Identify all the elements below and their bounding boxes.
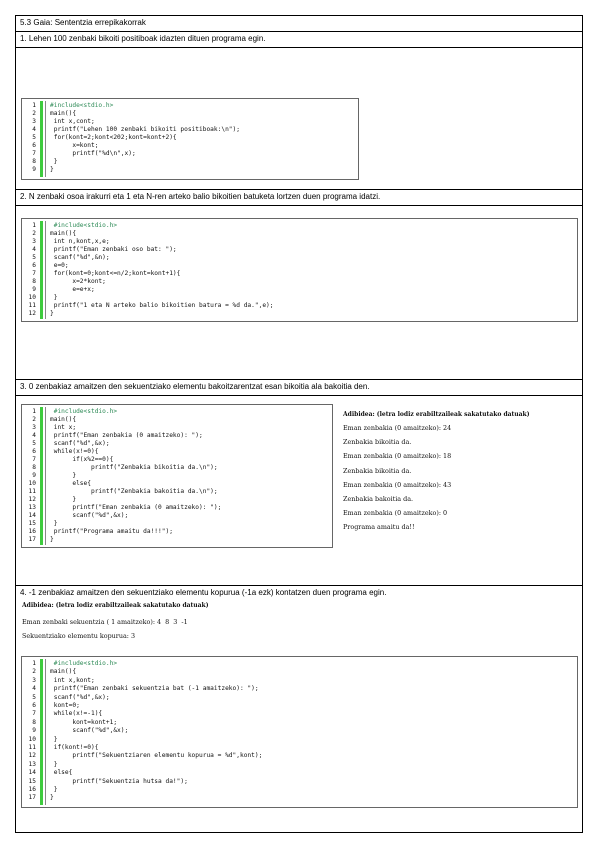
- code-text: main(){: [50, 110, 77, 117]
- line-number: 15: [28, 520, 36, 527]
- code-line: [22, 416, 332, 424]
- code-line: [22, 222, 577, 230]
- section-1-code: [21, 98, 359, 180]
- line-number: 3: [32, 238, 36, 245]
- code-line: [22, 480, 332, 488]
- line-number: 4: [32, 246, 36, 253]
- code-text: main(){: [50, 416, 77, 423]
- line-number: 8: [32, 278, 36, 285]
- line-number: 5: [32, 254, 36, 261]
- line-number: 1: [32, 660, 36, 667]
- example-output-line: Eman zenbakia (0 amaitzeko): 0: [343, 509, 448, 518]
- section-1: [16, 48, 582, 190]
- line-number: 16: [28, 786, 36, 793]
- code-line: [22, 512, 332, 520]
- line-number: 8: [32, 718, 36, 726]
- line-number: 11: [28, 488, 36, 495]
- line-number: 1: [32, 102, 36, 109]
- line-number: 8: [32, 158, 36, 165]
- code-text: printf("Eman zenbakia (0 amaitzeko): ");: [50, 504, 222, 511]
- code-text: printf("Programa amaitu da!!!");: [50, 528, 173, 535]
- code-line: [22, 448, 332, 456]
- code-text: }: [50, 158, 58, 165]
- code-line: [22, 246, 577, 254]
- code-text: main(){: [50, 230, 77, 237]
- code-text: }: [50, 520, 58, 527]
- line-number: 7: [32, 270, 36, 277]
- code-text: printf("Lehen 100 zenbaki bikoiti positiboak:\n");: [50, 126, 240, 133]
- code-line: [22, 424, 332, 432]
- code-line: [22, 794, 577, 802]
- code-text: int x;: [50, 424, 77, 431]
- line-number: 9: [32, 286, 36, 293]
- section-4-example-label: Adibidea: (letra lodiz erabiltzaileak sakatutako datuak): [22, 602, 209, 609]
- code-text: main(){: [50, 668, 77, 676]
- section-3-heading: 3. 0 zenbakiaz amaitzen den sekuentziako elementu bakoitzarentzat esan bikoitia ala bakoitia den.: [16, 380, 582, 396]
- code-text: scanf("%d",&x);: [50, 693, 110, 701]
- code-line: [22, 278, 577, 286]
- code-text: for(kont=0;kont<=n/2;kont=kont+1){: [50, 270, 181, 277]
- code-text: else{: [50, 480, 91, 487]
- code-line: [22, 286, 577, 294]
- code-line: [22, 694, 577, 702]
- code-text: x=2*kont;: [50, 278, 106, 285]
- sheet-title: 5.3 Gaia: Sententzia errepikakorrak: [16, 16, 582, 32]
- section-3-code: [21, 404, 333, 548]
- line-number: 5: [32, 134, 36, 141]
- section-1-heading: 1. Lehen 100 zenbaki bikoiti positiboak idazten dituen programa egin.: [16, 32, 582, 48]
- code-text: while(x!=0){: [50, 448, 99, 455]
- line-number: 9: [32, 727, 36, 735]
- code-line: [22, 752, 577, 760]
- line-number: 5: [32, 440, 36, 447]
- line-number: 13: [28, 504, 36, 511]
- line-number: 6: [32, 448, 36, 455]
- code-line: [22, 520, 332, 528]
- code-text: while(x!=-1){: [50, 710, 103, 718]
- code-line: [22, 456, 332, 464]
- code-line: [22, 408, 332, 416]
- line-number: 6: [32, 262, 36, 269]
- example-output-line: Zenbakia bakoitia da.: [343, 495, 414, 503]
- code-line: [22, 134, 358, 142]
- code-line: [22, 778, 577, 786]
- section-2: [16, 206, 582, 380]
- line-number: 14: [28, 512, 36, 519]
- code-text: e=e+x;: [50, 286, 95, 293]
- code-text: }: [50, 735, 58, 743]
- line-number: 7: [32, 710, 36, 718]
- example-output-line: Programa amaitu da!!: [343, 523, 415, 532]
- code-text: }: [50, 536, 54, 543]
- code-text: }: [50, 794, 54, 802]
- code-text: scanf("%d",&x);: [50, 440, 110, 447]
- code-text: int x,kont;: [50, 676, 95, 684]
- code-line: [22, 685, 577, 693]
- line-number: 12: [28, 310, 36, 317]
- code-line: [22, 166, 358, 174]
- section-3-example-label: Adibidea: (letra lodiz erabiltzaileak sakatutako datuak): [343, 411, 530, 418]
- line-number: 7: [32, 456, 36, 463]
- code-text: printf("Zenbakia bakoitia da.\n");: [50, 488, 218, 495]
- code-line: [22, 668, 577, 676]
- code-line: [22, 660, 577, 668]
- line-number: 8: [32, 464, 36, 471]
- code-line: [22, 761, 577, 769]
- code-line: [22, 719, 577, 727]
- line-number: 14: [28, 769, 36, 777]
- code-line: [22, 472, 332, 480]
- code-line: [22, 786, 577, 794]
- code-line: [22, 496, 332, 504]
- line-number: 12: [28, 496, 36, 503]
- code-line: [22, 126, 358, 134]
- line-number: 1: [32, 408, 36, 415]
- code-text: scanf("%d",&x);: [50, 512, 129, 519]
- code-text: #include<stdio.h>: [50, 408, 118, 415]
- line-number: 2: [32, 230, 36, 237]
- line-number: 2: [32, 110, 36, 117]
- code-text: int n,kont,x,e;: [50, 238, 110, 245]
- code-text: }: [50, 786, 58, 793]
- code-text: scanf("%d",&n);: [50, 254, 110, 261]
- code-line: [22, 710, 577, 718]
- example-output-line: Eman zenbakia (0 amaitzeko): 18: [343, 452, 452, 461]
- example-output-line: Zenbakia bikoitia da.: [343, 438, 412, 447]
- line-number: 4: [32, 685, 36, 693]
- section-4-heading: 4. -1 zenbakiaz amaitzen den sekuentziako elementu kopurua (-1a ezk) kontatzen duen programa egin.: [20, 588, 387, 597]
- code-line: [22, 262, 577, 270]
- code-text: kont=kont+1;: [50, 718, 118, 726]
- code-line: [22, 536, 332, 544]
- line-number: 2: [32, 668, 36, 676]
- code-text: #include<stdio.h>: [50, 660, 118, 667]
- code-text: if(x%2==0){: [50, 456, 114, 463]
- line-number: 11: [28, 302, 36, 309]
- code-line: [22, 142, 358, 150]
- example-output-line: Eman zenbakia (0 amaitzeko): 24: [343, 424, 452, 432]
- line-number: 9: [32, 472, 36, 479]
- code-line: [22, 254, 577, 262]
- line-number: 5: [32, 693, 36, 701]
- example-output-line: Sekuentziako elementu kopurua: 3: [22, 632, 136, 640]
- code-text: scanf("%d",&x);: [50, 727, 129, 735]
- line-number: 3: [32, 424, 36, 431]
- code-text: }: [50, 760, 58, 768]
- code-line: [22, 270, 577, 278]
- section-4: [16, 602, 582, 832]
- line-number: 10: [28, 294, 36, 301]
- line-number: 17: [28, 536, 36, 543]
- code-line: [22, 110, 358, 118]
- line-number: 10: [28, 735, 36, 743]
- line-number: 13: [28, 760, 36, 768]
- line-number: 6: [32, 702, 36, 709]
- code-text: printf("Eman zenbaki sekuentzia bat (-1 amaitzeko): ");: [50, 685, 259, 693]
- line-number: 9: [32, 166, 36, 173]
- code-line: [22, 677, 577, 685]
- code-text: x=kont;: [50, 142, 99, 149]
- line-number: 17: [28, 794, 36, 802]
- line-number: 2: [32, 416, 36, 423]
- line-number: 16: [28, 528, 36, 535]
- code-text: printf("Eman zenbaki oso bat: ");: [50, 246, 177, 253]
- line-number: 11: [28, 744, 36, 751]
- line-number: 15: [28, 777, 36, 785]
- exercise-sheet: [15, 15, 583, 833]
- code-text: kont=0;: [50, 702, 80, 709]
- line-number: 3: [32, 676, 36, 684]
- line-number: 7: [32, 150, 36, 157]
- code-text: else{: [50, 769, 73, 777]
- line-number: 6: [32, 142, 36, 149]
- line-number: 3: [32, 118, 36, 125]
- code-text: printf("1 eta N arteko balio bikoitien batura = %d da.",e);: [50, 302, 274, 309]
- code-line: [22, 504, 332, 512]
- example-output-line: Eman zenbakia (0 amaitzeko): 43: [343, 480, 452, 489]
- code-text: if(kont!=0){: [50, 744, 99, 751]
- code-text: int x,cont;: [50, 118, 95, 125]
- code-line: [22, 238, 577, 246]
- code-line: [22, 464, 332, 472]
- section-2-heading: 2. N zenbaki osoa irakurri eta 1 eta N-ren arteko balio bikoitien batuketa lortzen duen programa idatzi.: [16, 190, 582, 206]
- code-line: [22, 432, 332, 440]
- line-number: 12: [28, 752, 36, 760]
- code-text: }: [50, 294, 58, 301]
- code-line: [22, 102, 358, 110]
- code-line: [22, 310, 577, 318]
- section-2-code: [21, 218, 578, 322]
- code-line: [22, 230, 577, 238]
- line-number: 4: [32, 432, 36, 439]
- code-text: #include<stdio.h>: [50, 102, 114, 109]
- code-line: [22, 736, 577, 744]
- code-text: printf("Sekuentzia hutsa da!");: [50, 777, 188, 785]
- code-text: }: [50, 166, 54, 173]
- code-text: #include<stdio.h>: [50, 222, 118, 229]
- code-line: [22, 150, 358, 158]
- code-line: [22, 158, 358, 166]
- code-line: [22, 294, 577, 302]
- code-line: [22, 488, 332, 496]
- code-text: }: [50, 496, 77, 503]
- code-line: [22, 528, 332, 536]
- code-text: }: [50, 310, 54, 317]
- code-text: e=0;: [50, 262, 69, 269]
- line-number: 4: [32, 126, 36, 133]
- code-text: printf("Sekuentziaren elementu kopurua = %d",kont);: [50, 752, 263, 760]
- code-line: [22, 302, 577, 310]
- code-line: [22, 727, 577, 735]
- code-text: printf("Eman zenbakia (0 amaitzeko): ");: [50, 432, 203, 439]
- code-text: printf("Zenbakia bikoitia da.\n");: [50, 464, 218, 471]
- line-number: 10: [28, 480, 36, 487]
- code-line: [22, 769, 577, 777]
- code-text: printf("%d\n",x);: [50, 150, 136, 157]
- example-output-line: Zenbakia bikoitia da.: [343, 466, 412, 475]
- code-text: for(kont=2;kont<202;kont=kont+2){: [50, 134, 177, 141]
- code-line: [22, 702, 577, 710]
- code-line: [22, 118, 358, 126]
- section-4-code: [21, 656, 578, 808]
- line-number: 1: [32, 222, 36, 229]
- code-text: }: [50, 472, 77, 479]
- section-3: [16, 396, 582, 586]
- example-output-line: Eman zenbaki sekuentzia ( 1 amaitzeko): 4 8 3 -1: [22, 618, 188, 626]
- code-line: [22, 744, 577, 752]
- code-line: [22, 440, 332, 448]
